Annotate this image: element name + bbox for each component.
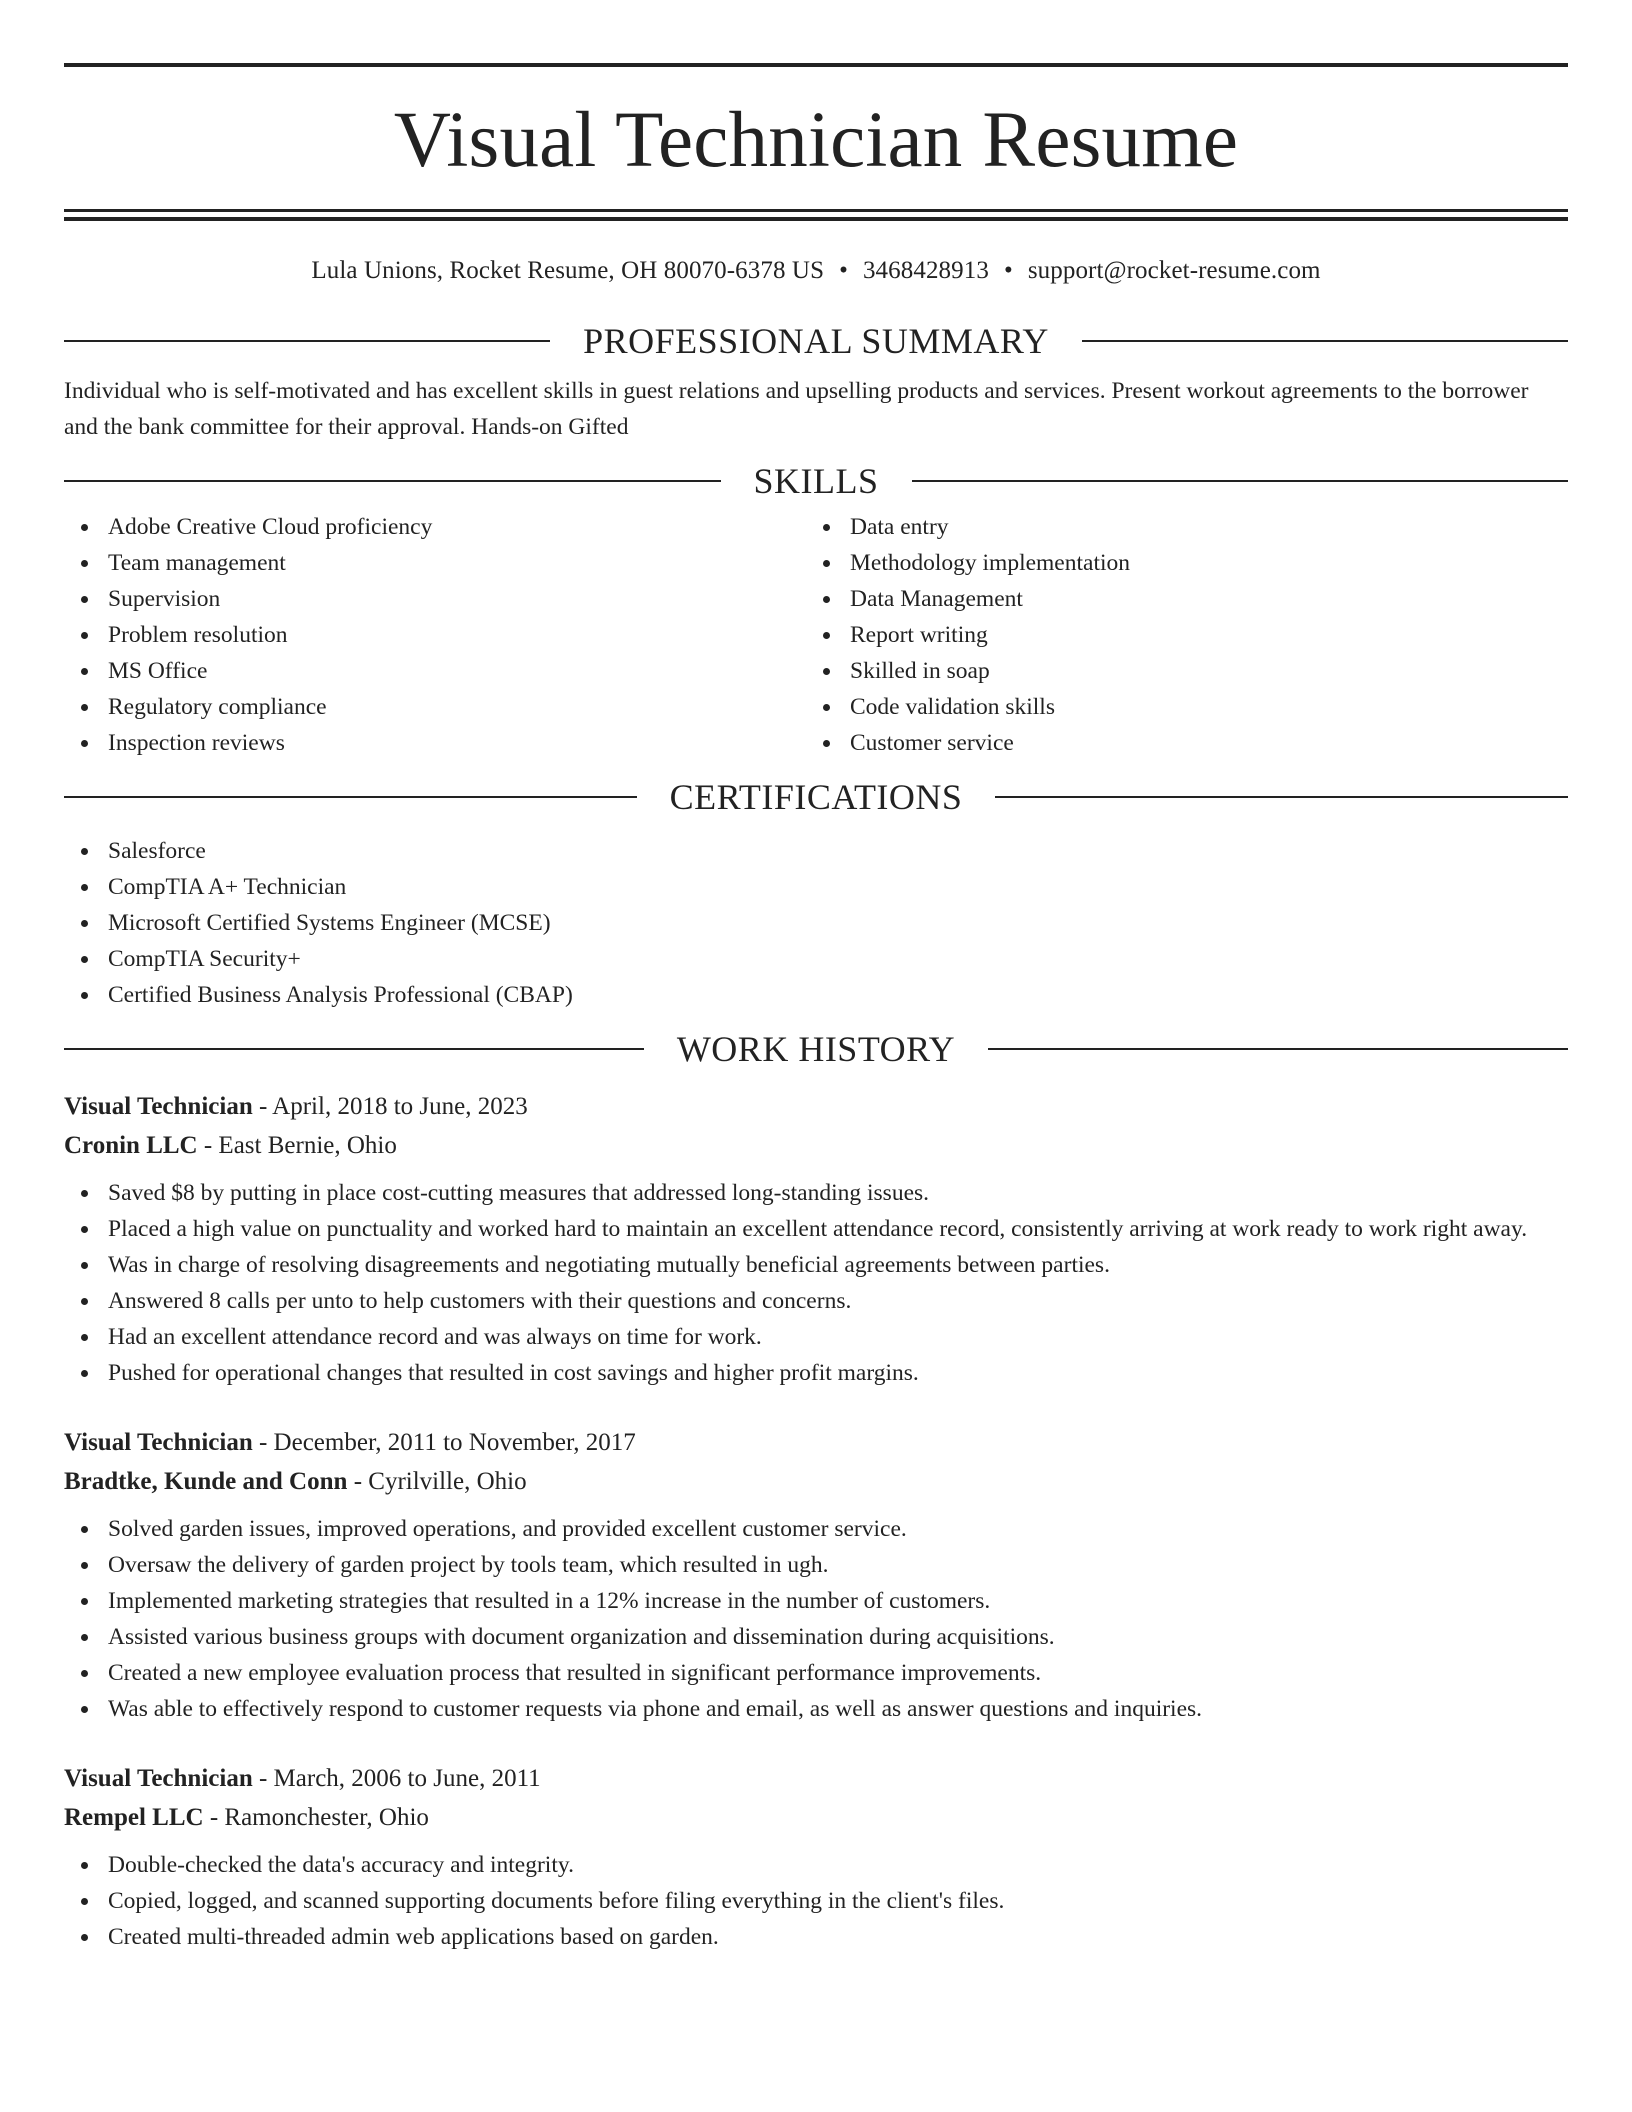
certification-item: Microsoft Certified Systems Engineer (MCSE) [64, 905, 1568, 941]
job-dates: - April, 2018 to June, 2023 [252, 1093, 528, 1120]
job-bullet: Solved garden issues, improved operations, and provided excellent customer service. [64, 1511, 1568, 1547]
skill-item: Customer service [806, 725, 1546, 761]
job-company: Cronin LLC [64, 1132, 198, 1159]
skills-heading-label: SKILLS [753, 461, 879, 501]
skill-item: MS Office [64, 653, 806, 689]
job-company: Rempel LLC [64, 1804, 204, 1831]
heading-rule-right [1082, 340, 1568, 342]
top-rule [64, 63, 1568, 67]
job-title-line [64, 1087, 1568, 1126]
job-bullet: Was in charge of resolving disagreements and negotiating mutually beneficial agreements between parties. [64, 1247, 1568, 1283]
job-title-line [64, 1423, 1568, 1462]
skill-item: Team management [64, 545, 806, 581]
job-location: - Cyrilville, Ohio [347, 1468, 527, 1495]
resume-title: Visual Technician Resume [393, 97, 1239, 184]
skills-heading [64, 459, 1568, 503]
certification-item: CompTIA A+ Technician [64, 869, 1568, 905]
certifications-list [64, 833, 1568, 1013]
job-bullet: Pushed for operational changes that resulted in cost savings and higher profit margins. [64, 1355, 1568, 1391]
certifications-heading-label: CERTIFICATIONS [669, 777, 963, 817]
contact-address: Lula Unions, Rocket Resume, OH 80070-6378 US [311, 257, 825, 284]
job-dates: - March, 2006 to June, 2011 [252, 1765, 541, 1792]
contact-email: support@rocket-resume.com [1027, 257, 1321, 284]
heading-rule-left [64, 480, 721, 482]
job-bullets [64, 1847, 1568, 1955]
heading-rule-right [995, 796, 1568, 798]
resume-page [64, 0, 1568, 1955]
job-bullet: Created multi-threaded admin web applications based on garden. [64, 1919, 1568, 1955]
skill-item: Methodology implementation [806, 545, 1546, 581]
job-bullet: Implemented marketing strategies that resulted in a 12% increase in the number of customers. [64, 1583, 1568, 1619]
certification-item: Certified Business Analysis Professional (CBAP) [64, 977, 1568, 1013]
skill-item: Adobe Creative Cloud proficiency [64, 509, 806, 545]
skills-columns [64, 509, 1568, 761]
summary-heading [64, 319, 1568, 363]
job-bullet: Double-checked the data's accuracy and integrity. [64, 1847, 1568, 1883]
contact-separator: • [1003, 257, 1013, 284]
contact-phone: 3468428913 [862, 257, 989, 284]
certification-item: CompTIA Security+ [64, 941, 1568, 977]
job-location: - Ramonchester, Ohio [203, 1804, 429, 1831]
heading-rule-right [988, 1048, 1568, 1050]
heading-rule-left [64, 340, 550, 342]
summary-text: Individual who is self-motivated and has excellent skills in guest relations and upselling products and services. Present workout agreements to the borrower and the bank committee for their approval. Hands-on Gifted [64, 378, 1529, 440]
job-company: Bradtke, Kunde and Conn [64, 1468, 348, 1495]
job-bullet: Assisted various business groups with document organization and dissemination during acquisitions. [64, 1619, 1568, 1655]
skill-item: Data entry [806, 509, 1546, 545]
skill-item: Regulatory compliance [64, 689, 806, 725]
job-bullets [64, 1511, 1568, 1727]
job-dates: - December, 2011 to November, 2017 [252, 1429, 636, 1456]
skills-list-right [806, 509, 1546, 761]
job-title: Visual Technician [64, 1765, 253, 1792]
skill-item: Data Management [806, 581, 1546, 617]
job-title: Visual Technician [64, 1429, 253, 1456]
job-bullet: Created a new employee evaluation process that resulted in significant performance improvements. [64, 1655, 1568, 1691]
skill-item: Supervision [64, 581, 806, 617]
job-title: Visual Technician [64, 1093, 253, 1120]
summary-heading-label: PROFESSIONAL SUMMARY [583, 321, 1049, 361]
work-history-heading [64, 1027, 1568, 1071]
skill-item: Code validation skills [806, 689, 1546, 725]
contact-line [64, 255, 1568, 287]
job-bullet: Saved $8 by putting in place cost-cutting measures that addressed long-standing issues. [64, 1175, 1568, 1211]
skills-list-left [64, 509, 806, 761]
heading-rule-right [912, 480, 1569, 482]
work-history-heading-label: WORK HISTORY [676, 1029, 956, 1069]
job-company-line [64, 1126, 1568, 1165]
contact-separator: • [839, 257, 848, 284]
job-company-line [64, 1462, 1568, 1501]
job-bullet: Had an excellent attendance record and was always on time for work. [64, 1319, 1568, 1355]
title-double-rule [64, 209, 1568, 221]
heading-rule-left [64, 1048, 644, 1050]
certification-item: Salesforce [64, 833, 1568, 869]
job-bullet: Copied, logged, and scanned supporting documents before filing everything in the client's files. [64, 1883, 1568, 1919]
skill-item: Problem resolution [64, 617, 806, 653]
job-title-line [64, 1759, 1568, 1798]
certifications-heading [64, 775, 1568, 819]
heading-rule-left [64, 796, 637, 798]
job-bullet: Oversaw the delivery of garden project by tools team, which resulted in ugh. [64, 1547, 1568, 1583]
job-bullets [64, 1175, 1568, 1391]
skill-item: Report writing [806, 617, 1546, 653]
job-entry [64, 1423, 1568, 1727]
job-entry [64, 1087, 1568, 1391]
job-bullet: Was able to effectively respond to customer requests via phone and email, as well as answer questions and inquiries. [64, 1691, 1568, 1727]
skill-item: Inspection reviews [64, 725, 806, 761]
job-entry [64, 1759, 1568, 1955]
skill-item: Skilled in soap [806, 653, 1546, 689]
job-bullet: Placed a high value on punctuality and worked hard to maintain an excellent attendance record, consistently arriving at work ready to work right away. [64, 1211, 1568, 1247]
job-company-line [64, 1798, 1568, 1837]
job-location: - East Bernie, Ohio [197, 1132, 397, 1159]
job-bullet: Answered 8 calls per unto to help customers with their questions and concerns. [64, 1283, 1568, 1319]
